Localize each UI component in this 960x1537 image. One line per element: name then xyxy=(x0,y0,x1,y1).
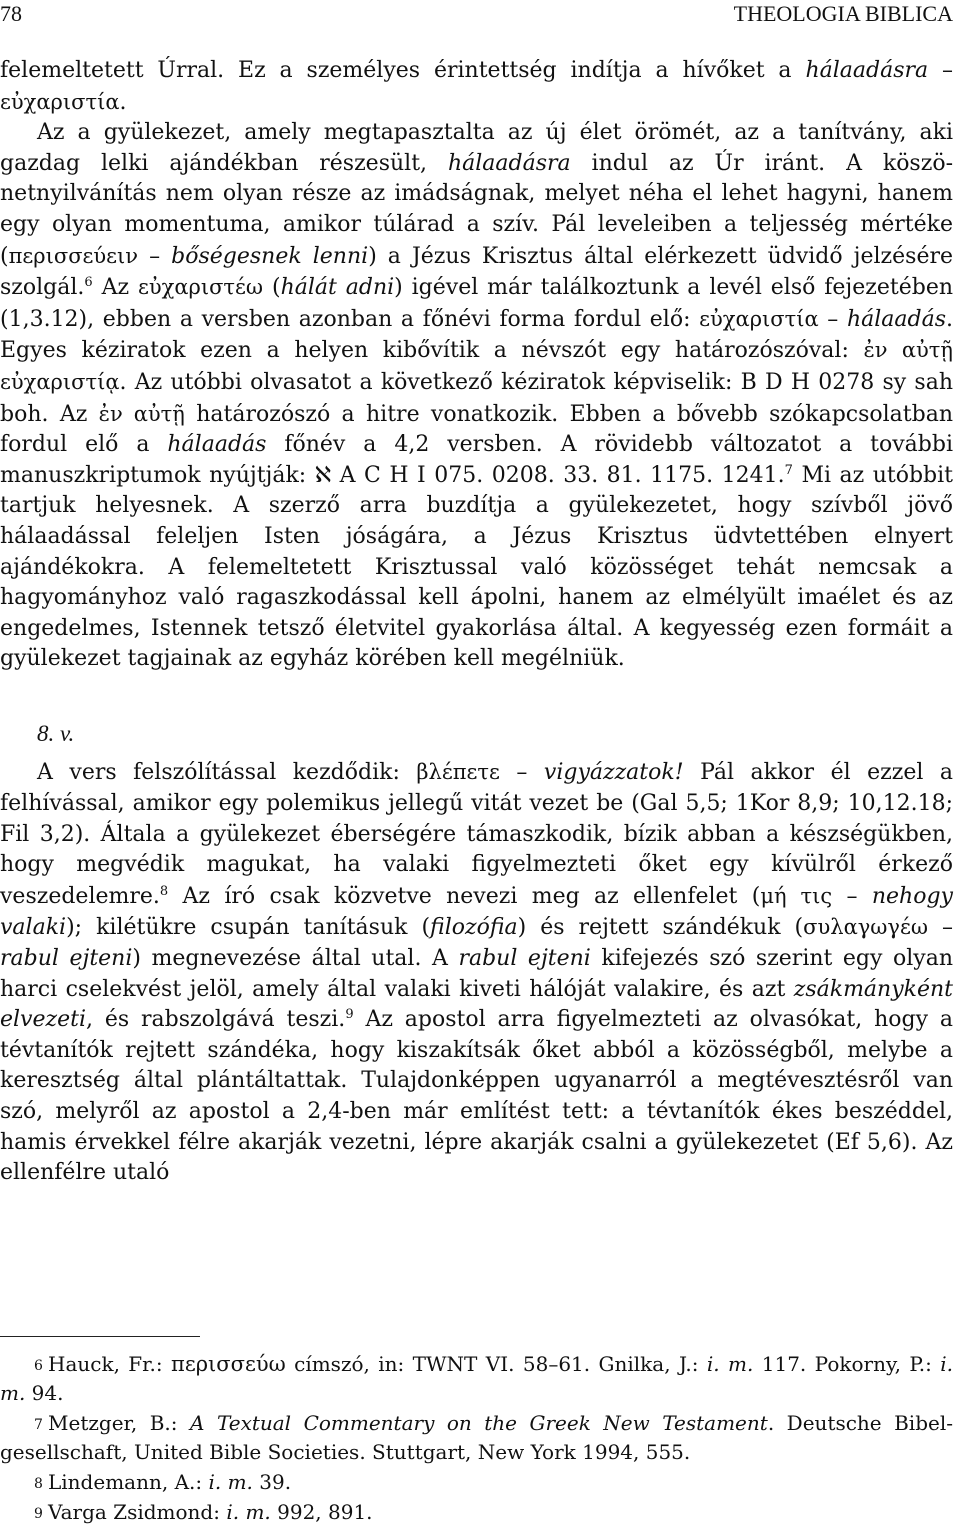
footnote-ref-6: 6 xyxy=(84,275,93,291)
greek-term: περισσεύειν xyxy=(8,243,139,268)
footnote-7: $^7$ Metzger, B.: A Textual Commentary on the Greek New Testament. Deutsche Bibelgesellschaft, United Bible Societies. Stuttgart, New York 1994, 555. xyxy=(0,1411,953,1464)
greek-term: εὐχαριστία xyxy=(0,89,120,114)
verse-heading: 8. v. xyxy=(37,720,75,746)
page-header xyxy=(0,0,960,34)
paragraph-2: Az a gyülekezet, amely megtapasztalta az új élet örömét, az a tanítvány, aki gazdag lelki ajándékban részesült, hálaadásra indul az Úr iránt. A köszönetnyilvánítás nem olyan része az imádságnak, melyet néha el lehet hagyni, hanem egy olyan momentuma, amikor túlárad a szív. Pál leveleiben a teljesség mértéke (περισσεύειν – bőségesnek lenni) a Jézus Krisztus által elérkezett üdvidő jelzésére szolgál.$^6$ Az εὐχαριστέω (hálát adni) igével már találkoztunk a levél első fejezetében (1,3.12), ebben a versben azonban a főnévi forma fordul elő: εὐχαριστία – hálaadás. Egyes kéziratok ezen a helyen kibővítik a névszót egy határozószóval: ἐν αὐτῇ εὐχαριστίᾳ. Az utóbbi olvasatot a következő kéziratok képviselik: B D H 0278 sy sah boh. Az ἐν αὐτῇ határozószó a hitre vonatkozik. Ebben a bővebb szókapcsolatban fordul elő a hálaadás főnév a 4,2 versben. A rövidebb változatot a további manuszkriptumok nyújtják: ℵ A C H I 075. 0208. 33. 81. 1175. 1241.$^7$ Mi az utóbbit tartjuk helyesnek. A szerző arra buzdítja a gyülekezetet, hogy szívből jövő hálaadással feleljen Isten jóságára, a Jézus Krisztus üdvtettében elnyert ajándékokra. A felemeltetett Krisztussal való közösséget tehát nemcsak a hagyományhoz való ragaszkodással kell ápolni, hanem az elmélyült imaélet és az engedelmes, Istennek tetsző életvitel gyakorlása által. A kegyesség ezen formáit a gyülekezet tagjainak az egyház körében kell megélniük. xyxy=(0,120,954,672)
footnote-number: 6 xyxy=(34,1358,43,1374)
greek-term: ἐν αὐτῇ εὐχαριστίᾳ xyxy=(0,338,954,394)
footnote-ref-8: 8 xyxy=(159,883,169,899)
page-number: 78 xyxy=(0,1,22,26)
main-text xyxy=(0,56,953,1189)
greek-term: ἐν αὐτῇ xyxy=(98,401,185,426)
paragraph-3: A vers felszólítással kezdődik: βλέπετε – vigyázzatok! Pál akkor él ezzel a felhívással, amikor egy polemikus jellegű vitát vezet be (Gal 5,5; 1Kor 8,9; 10,12.18; Fil 3,2). Általa a gyülekezet éberségére támaszkodik, bízik abban a készségükben, hogy megvédik magukat, ha valaki figyelmezteti őket egy kívülről érkező veszedelemre.$^8$ Az író csak közvetve nevezi meg az ellenfelet (μή τις – nehogy valaki); kilétükre csupán tanításuk (filozófia) és rejtett szándékuk (συλαγωγέω – rabul ejteni) megnevezése által utal. A rabul ejteni kifejezés szó szerint egy olyan harci cselekvést jelöl, amely által valaki kiveti hálóját valakire, és azt zsákmányként elvezeti, és rabszolgává teszi.$^9$ Az apostol arra figyelmezteti az olvasókat, hogy a tévtanítók rejtett szándéka, hogy kiszakítsák őket abból a közösségből, melybe a keresztség által plántáltattak. Tulajdonképpen ugyanarról a megtévesztésről van szó, melyről az apostol a 2,4-ben már említést tett: a tévtanítók ékes beszéddel, hamis érvekkel félre akarják vezetni, lépre akarják csalni a gyülekezetet (Ef 5,6). Az ellenfélre utaló xyxy=(0,760,953,1186)
footnote-9: $^9$ Varga Zsidmond: i. m. 992, 891. xyxy=(34,1500,373,1524)
greek-term: συλαγωγέω xyxy=(803,915,928,940)
greek-term: βλέπετε xyxy=(416,760,500,785)
greek-term: περισσεύω xyxy=(171,1352,286,1376)
footnote-number: 8 xyxy=(34,1476,43,1492)
greek-term: εὐχαριστία xyxy=(699,306,819,331)
paragraph-1: felemeltetett Úrral. Ez a személyes érintettség indítja a hívőket a hálaadásra – εὐχαριστία. xyxy=(0,58,954,115)
footnote-number: 7 xyxy=(34,1417,43,1433)
footnote-ref-9: 9 xyxy=(345,1007,354,1023)
footnote-number: 9 xyxy=(34,1506,43,1522)
running-title: THEOLOGIA BIBLICA xyxy=(733,1,953,26)
greek-term: μή τις xyxy=(760,883,833,908)
footnote-6: $^6$ Hauck, Fr.: περισσεύω címszó, in: TWNT VI. 58–61. Gnilka, J.: i. m. 117. Pokorny, P.: i. m. 94. xyxy=(0,1352,953,1405)
footnote-8: $^8$ Lindemann, A.: i. m. 39. xyxy=(34,1470,292,1494)
greek-term: εὐχαριστέω xyxy=(137,275,264,300)
footnote-separator xyxy=(0,1336,200,1337)
footnote-ref-7: 7 xyxy=(784,462,793,478)
footnotes xyxy=(0,1350,953,1528)
